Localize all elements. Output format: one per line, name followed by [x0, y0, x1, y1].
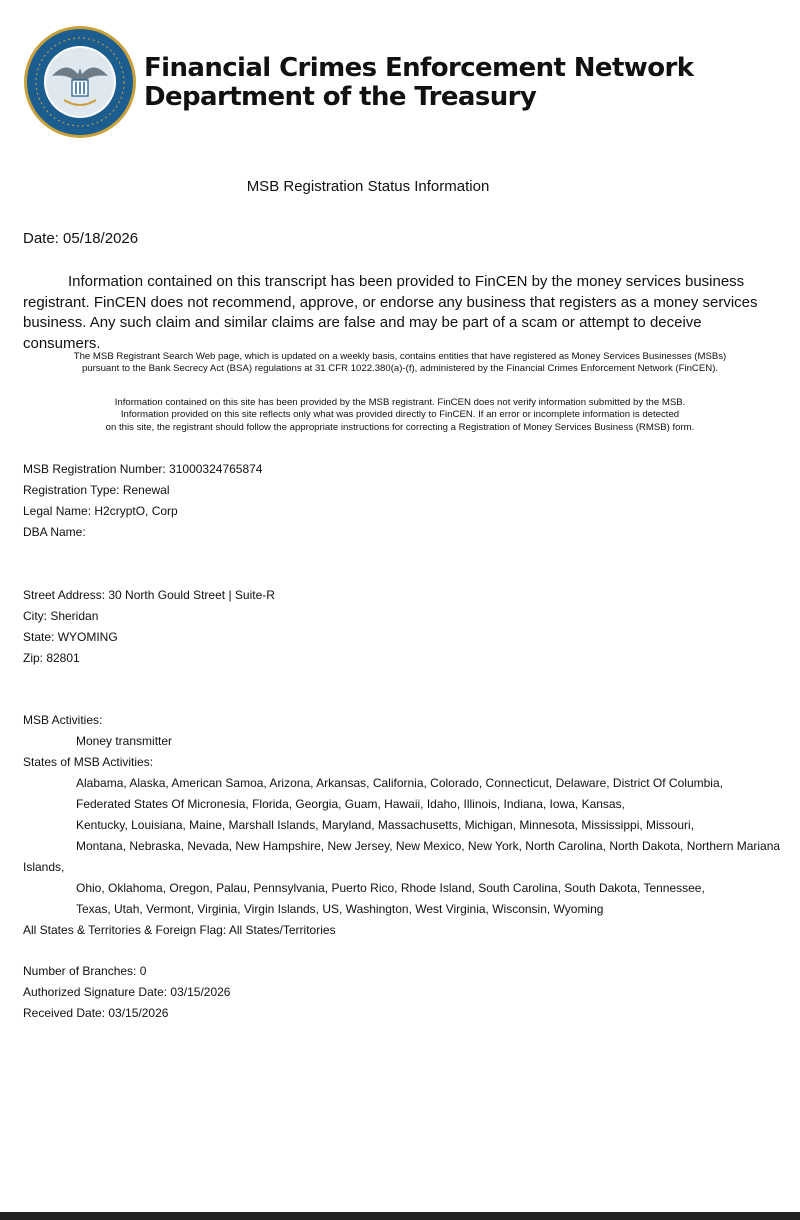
street-address: Street Address: 30 North Gould Street | Suite-R: [23, 588, 275, 602]
states-line: Islands,: [23, 860, 65, 874]
notice-line: pursuant to the Bank Secrecy Act (BSA) regulations at 31 CFR 1022.380(a)-(f), administered by the Financial Crimes Enforcement Network (FinCEN).: [81, 363, 719, 375]
agency-name: [144, 54, 693, 112]
bottom-border: [0, 1212, 800, 1220]
notice-line: The MSB Registrant Search Web page, which is updated on a weekly basis, contains entities that have registered as Money Services Businesses (MSBs): [73, 351, 727, 362]
state: State: WYOMING: [23, 630, 118, 644]
city: City: Sheridan: [23, 609, 99, 623]
dba-name: DBA Name:: [23, 525, 86, 539]
received-date: Received Date: 03/15/2026: [23, 1006, 169, 1020]
notice-line: Information contained on this site has been provided by the MSB registrant. FinCEN does not verify information submitted by the MSB.: [114, 397, 686, 408]
report-date: Date: 05/18/2026: [23, 230, 139, 247]
states-line: Alabama, Alaska, American Samoa, Arizona, Arkansas, California, Colorado, Connecticut, Delaware, District Of Columbia,: [76, 776, 723, 790]
notice-search-page: [30, 351, 770, 376]
number-of-branches: Number of Branches: 0: [23, 964, 147, 978]
registration-number: MSB Registration Number: 31000324765874: [23, 462, 263, 476]
registration-type: Registration Type: Renewal: [23, 483, 170, 497]
states-of-activities-label: States of MSB Activities:: [23, 755, 154, 769]
page-title: MSB Registration Status Information: [246, 178, 490, 195]
legal-name: Legal Name: H2cryptO, Corp: [23, 504, 178, 518]
states-line: Texas, Utah, Vermont, Virginia, Virgin Islands, US, Washington, West Virginia, Wisconsin, Wyoming: [76, 902, 604, 916]
msb-activities-value: Money transmitter: [76, 734, 173, 748]
zip: Zip: 82801: [23, 651, 80, 665]
notice-disclaimer: [30, 397, 770, 434]
states-line: Ohio, Oklahoma, Oregon, Palau, Pennsylvania, Puerto Rico, Rhode Island, South Carolina, South Dakota, Tennessee,: [76, 881, 705, 895]
agency-name-line1: Financial Crimes Enforcement Network: [144, 53, 694, 83]
intro-paragraph: Information contained on this transcript has been provided to FinCEN by the money services business registrant. FinCEN does not recommend, approve, or endorse any business that registers as a money services business. Any such claim and similar claims are false and may be part of a scam or attempt to deceive consumers.: [23, 273, 758, 352]
msb-activities-label: MSB Activities:: [23, 713, 103, 727]
notice-line: on this site, the registrant should follow the appropriate instructions for correcting a Registration of Money Services Business (RMSB) form.: [105, 421, 695, 433]
states-line: Montana, Nebraska, Nevada, New Hampshire, New Jersey, New Mexico, New York, North Carolina, North Dakota, Northern Mariana: [76, 839, 781, 853]
treasury-seal-icon: [22, 24, 138, 140]
notice-line: Information provided on this site reflects only what was provided directly to FinCEN. If an error or incomplete information is detected: [120, 409, 680, 421]
agency-name-line2: Department of the Treasury: [144, 82, 537, 112]
states-line: Kentucky, Louisiana, Maine, Marshall Islands, Maryland, Massachusetts, Michigan, Minnesota, Mississippi, Missouri,: [76, 818, 695, 832]
authorized-signature-date: Authorized Signature Date: 03/15/2026: [23, 985, 231, 999]
all-states-flag: All States & Territories & Foreign Flag: All States/Territories: [23, 923, 336, 937]
document-header: [22, 24, 782, 140]
states-line: Federated States Of Micronesia, Florida, Georgia, Guam, Hawaii, Idaho, Illinois, Indiana, Iowa, Kansas,: [76, 797, 625, 811]
